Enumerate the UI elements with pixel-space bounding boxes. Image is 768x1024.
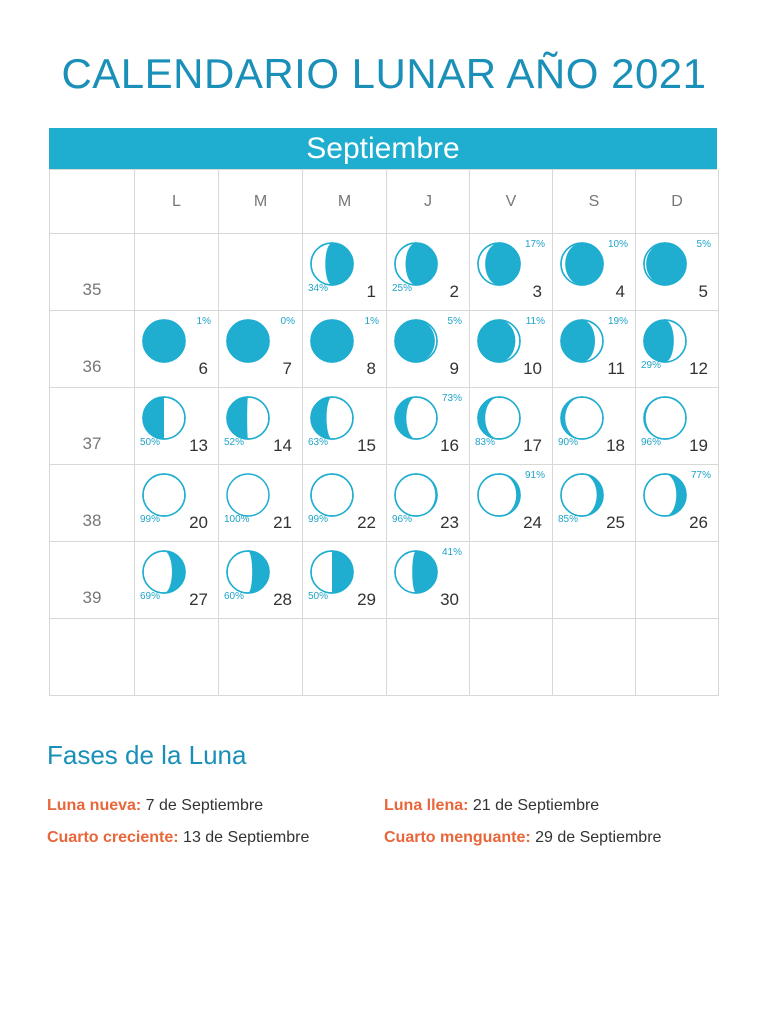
illumination-percent: 96% xyxy=(392,514,413,525)
illumination-percent: 99% xyxy=(140,514,161,525)
phase-first-quarter-label: Cuarto creciente: xyxy=(47,829,179,846)
day-number: 18 xyxy=(606,436,625,455)
moon-phase-icon xyxy=(223,393,273,443)
day-number: 21 xyxy=(273,513,292,532)
illumination-percent: 10% xyxy=(607,239,628,250)
day-cell xyxy=(387,388,470,465)
moon-phase-icon xyxy=(557,316,607,366)
empty-day-cell xyxy=(135,619,219,696)
day-number: 8 xyxy=(366,359,376,378)
moon-phase-icon xyxy=(391,393,441,443)
week-number: 35 xyxy=(50,234,135,311)
moon-phase-icon xyxy=(474,239,524,289)
day-number: 20 xyxy=(189,513,208,532)
moon-phase-icon xyxy=(139,393,189,443)
day-cell xyxy=(387,311,470,388)
day-number: 12 xyxy=(689,359,708,378)
day-number: 29 xyxy=(357,590,376,609)
moon-phase-icon xyxy=(307,470,357,520)
illumination-percent: 29% xyxy=(641,360,662,371)
day-cell xyxy=(387,542,470,619)
moon-phase-icon xyxy=(557,393,607,443)
day-cell xyxy=(303,388,387,465)
illumination-percent: 25% xyxy=(392,283,413,294)
day-number: 16 xyxy=(440,436,459,455)
moon-phase-icon xyxy=(640,316,690,366)
illumination-percent: 1% xyxy=(364,316,379,327)
day-cell xyxy=(470,465,553,542)
day-cell xyxy=(219,465,303,542)
illumination-percent: 19% xyxy=(607,316,628,327)
empty-day-cell xyxy=(303,619,387,696)
moon-phase-icon xyxy=(223,470,273,520)
illumination-percent: 5% xyxy=(447,316,462,327)
weekday-header: M xyxy=(303,170,387,234)
illumination-percent: 60% xyxy=(224,591,245,602)
day-number: 27 xyxy=(189,590,208,609)
day-number: 1 xyxy=(366,282,376,301)
illumination-percent: 77% xyxy=(690,470,711,481)
day-cell xyxy=(470,234,553,311)
day-cell xyxy=(470,388,553,465)
moon-phase-icon xyxy=(139,470,189,520)
illumination-percent: 83% xyxy=(475,437,496,448)
empty-day-cell xyxy=(470,619,553,696)
phase-full-moon-date: 21 de Septiembre xyxy=(468,797,600,814)
day-cell xyxy=(303,234,387,311)
day-number: 13 xyxy=(189,436,208,455)
week-number: 39 xyxy=(50,542,135,619)
illumination-percent: 34% xyxy=(308,283,329,294)
week-number: 36 xyxy=(50,311,135,388)
day-cell xyxy=(553,234,636,311)
moon-phase-icon xyxy=(307,393,357,443)
empty-day-cell xyxy=(636,619,719,696)
day-number: 15 xyxy=(357,436,376,455)
month-header: Septiembre xyxy=(49,128,717,169)
empty-day-cell xyxy=(219,619,303,696)
empty-day-cell xyxy=(387,619,470,696)
moon-phase-icon xyxy=(307,239,357,289)
weekday-header: L xyxy=(135,170,219,234)
phase-last-quarter xyxy=(384,829,661,847)
day-cell xyxy=(636,465,719,542)
day-cell xyxy=(303,465,387,542)
moon-phase-icon xyxy=(223,547,273,597)
day-cell xyxy=(135,388,219,465)
moon-phase-icon xyxy=(391,547,441,597)
phases-title: Fases de la Luna xyxy=(47,740,247,770)
week-number: 37 xyxy=(50,388,135,465)
empty-day-cell xyxy=(553,542,636,619)
empty-day-cell xyxy=(636,542,719,619)
illumination-percent: 73% xyxy=(441,393,462,404)
illumination-percent: 41% xyxy=(441,547,462,558)
day-number: 7 xyxy=(282,359,292,378)
day-number: 10 xyxy=(523,359,542,378)
moon-phase-icon xyxy=(557,239,607,289)
day-number: 11 xyxy=(607,359,625,378)
illumination-percent: 91% xyxy=(524,470,545,481)
day-number: 22 xyxy=(357,513,376,532)
day-number: 3 xyxy=(532,282,542,301)
day-number: 23 xyxy=(440,513,459,532)
weekday-header: D xyxy=(636,170,719,234)
moon-phase-icon xyxy=(307,547,357,597)
illumination-percent: 0% xyxy=(280,316,295,327)
day-number: 6 xyxy=(198,359,208,378)
weekday-header: J xyxy=(387,170,470,234)
day-number: 30 xyxy=(440,590,459,609)
weekday-header: M xyxy=(219,170,303,234)
weekday-header: V xyxy=(470,170,553,234)
week-number: 38 xyxy=(50,465,135,542)
day-cell xyxy=(470,311,553,388)
calendar-grid xyxy=(49,169,717,696)
day-cell xyxy=(387,465,470,542)
phase-first-quarter-date: 13 de Septiembre xyxy=(178,829,310,846)
moon-phase-icon xyxy=(640,470,690,520)
day-cell xyxy=(553,311,636,388)
day-cell xyxy=(219,388,303,465)
day-cell xyxy=(135,542,219,619)
illumination-percent: 63% xyxy=(308,437,329,448)
phase-full-moon xyxy=(384,797,599,815)
day-number: 17 xyxy=(523,436,542,455)
day-number: 25 xyxy=(606,513,625,532)
day-number: 19 xyxy=(689,436,708,455)
moon-phase-icon xyxy=(474,470,524,520)
illumination-percent: 69% xyxy=(140,591,161,602)
moon-phase-icon xyxy=(557,470,607,520)
day-cell xyxy=(553,465,636,542)
illumination-percent: 90% xyxy=(558,437,579,448)
illumination-percent: 85% xyxy=(558,514,579,525)
day-cell xyxy=(636,311,719,388)
illumination-percent: 52% xyxy=(224,437,245,448)
empty-day-cell xyxy=(135,234,219,311)
illumination-percent: 11% xyxy=(525,316,545,327)
day-number: 14 xyxy=(273,436,292,455)
day-cell xyxy=(636,234,719,311)
day-cell xyxy=(303,542,387,619)
day-cell xyxy=(135,465,219,542)
day-cell xyxy=(553,388,636,465)
illumination-percent: 5% xyxy=(696,239,711,250)
moon-phase-icon xyxy=(640,239,690,289)
day-number: 24 xyxy=(523,513,542,532)
calendar xyxy=(49,128,717,696)
empty-day-cell xyxy=(553,619,636,696)
weekday-header: S xyxy=(553,170,636,234)
illumination-percent: 100% xyxy=(224,514,250,525)
illumination-percent: 1% xyxy=(196,316,211,327)
moon-phase-icon xyxy=(139,316,189,366)
moon-phase-icon xyxy=(474,393,524,443)
illumination-percent: 50% xyxy=(308,591,329,602)
illumination-percent: 96% xyxy=(641,437,662,448)
moon-phase-icon xyxy=(307,316,357,366)
day-number: 5 xyxy=(698,282,708,301)
day-number: 9 xyxy=(449,359,459,378)
day-cell xyxy=(636,388,719,465)
day-number: 2 xyxy=(449,282,459,301)
day-cell xyxy=(135,311,219,388)
phase-last-quarter-date: 29 de Septiembre xyxy=(530,829,662,846)
phase-first-quarter xyxy=(47,829,309,847)
empty-day-cell xyxy=(470,542,553,619)
day-number: 28 xyxy=(273,590,292,609)
day-cell xyxy=(219,311,303,388)
phase-new-moon-date: 7 de Septiembre xyxy=(141,797,264,814)
moon-phase-icon xyxy=(391,316,441,366)
day-cell xyxy=(387,234,470,311)
moon-phase-icon xyxy=(391,239,441,289)
day-number: 4 xyxy=(615,282,625,301)
illumination-percent: 17% xyxy=(524,239,545,250)
day-cell xyxy=(303,311,387,388)
week-number xyxy=(50,619,135,696)
phase-full-moon-label: Luna llena: xyxy=(384,797,469,814)
illumination-percent: 50% xyxy=(140,437,161,448)
phase-last-quarter-label: Cuarto menguante: xyxy=(384,829,531,846)
day-cell xyxy=(219,542,303,619)
moon-phase-icon xyxy=(139,547,189,597)
illumination-percent: 99% xyxy=(308,514,329,525)
phase-new-moon xyxy=(47,797,263,815)
phase-new-moon-label: Luna nueva: xyxy=(47,797,142,814)
day-number: 26 xyxy=(689,513,708,532)
moon-phase-icon xyxy=(474,316,524,366)
moon-phase-icon xyxy=(640,393,690,443)
empty-day-cell xyxy=(219,234,303,311)
page-title: CALENDARIO LUNAR AÑO 2021 xyxy=(61,50,707,97)
moon-phase-icon xyxy=(223,316,273,366)
header-corner xyxy=(50,170,135,234)
moon-phase-icon xyxy=(391,470,441,520)
